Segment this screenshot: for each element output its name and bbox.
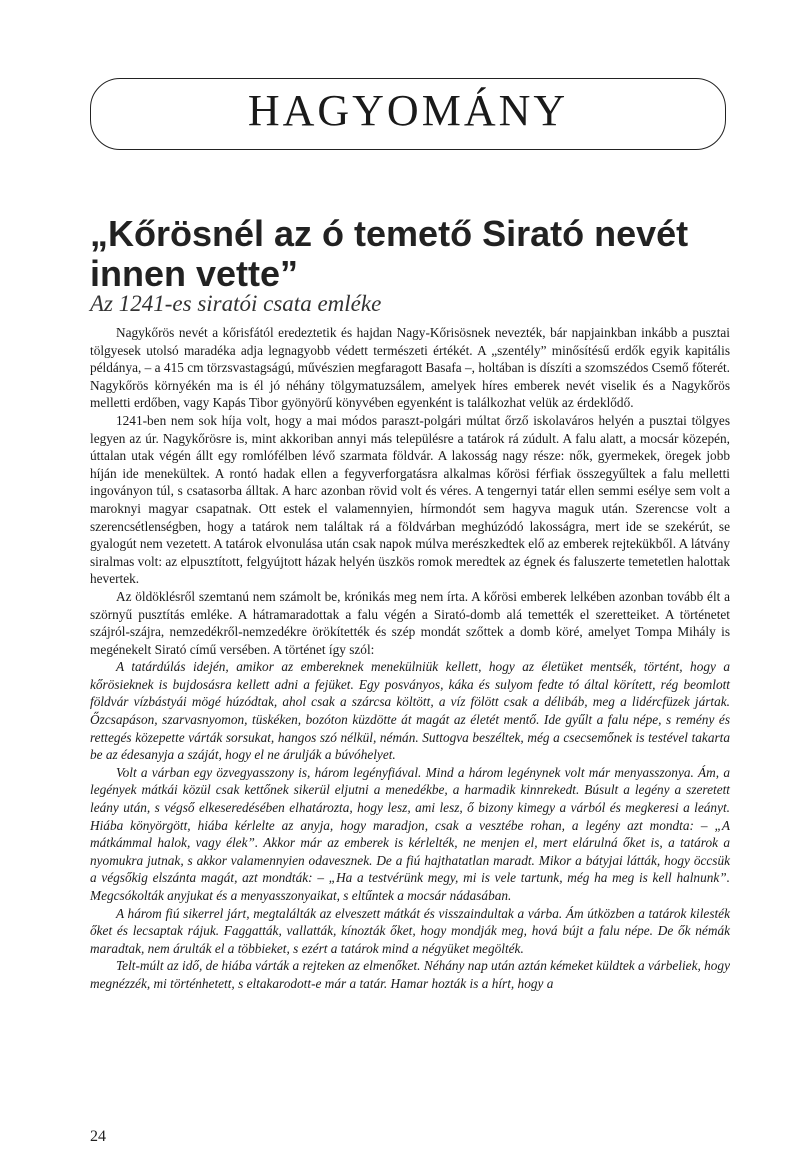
body-paragraph-2: 1241-ben nem sok híja volt, hogy a mai módos paraszt-polgári múltat őrző iskolaváros helyén a pusztai tölgyes legyen az úr. Nagykőrösre is, mint akkoriban annyi más településre a tatárok rá zúdult. A falu alatt, a mocsár közepén, úttalan utak végén állt egy romlófélben lévő szarmata földvár. A lakosság nagy része: nők, gyermekek, öregek jobb híján ide menekültek. A rontó hadak ellen a fegyverforgatásra alkalmas kőrösi férfiak összegyűltek a falu melletti ingoványon túl, s csatasorba álltak. A harc azonban rövid volt és véres. A tengernyi tatár ellen semmi esélye sem volt a maroknyi magyar csapatnak. Ott estek el valamennyien, hírmondót sem hagyva maguk után. Szerencse volt a szerencsétlenségben, hogy a tatárok nem találtak rá a földvárban meghúzódó lakosságra, mert ide se szekérút, se gyalogút nem vezetett. A tatárok elvonulása után csak napok múlva merészkedtek elő az emberek rejtekükből. A látvány siralmas volt: az elpusztított, felgyújtott házak helyén üszkös romok meredtek az égnek és faluszerte temetetlen halottak hevertek. [90,412,730,587]
legend-paragraph-2: Volt a várban egy özvegyasszony is, három legényfiával. Mind a három legénynek volt már menyasszonya. Ám, a legények mátkái közül csak kettőnek sikerül eljutni a menedékbe, a harmadik kinnrekedt. Búsult a legény a szeretett leány után, s végső elkeseredésében elhatározta, hogy lesz, ami lesz, ő bizony kimegy a várból és megkeresi a leányt. Hiába könyörgött, hiába kérlelte az anyja, hogy maradjon, csak a vesztébe rohan, a legény azt mondta: – „A mátkámmal halok, vagy élek”. Akkor már az emberek is kérlelték, ne menjen el, mert elárulná őket is, a tatárok a nyomukra jutnak, s akkor valamennyien odavesznek. De a fiú hajthatatlan maradt. Mikor a bátyjai látták, hogy öccsük a végsőkig elszánta magát, azt mondták: – „Ha a testvérünk megy, mi is vele tartunk, még ha meg is kell halnunk”. Megcsókolták anyjukat és a menyasszonyaikat, s eltűntek a mocsár nádasában. [90,764,730,903]
article-body [90,324,730,993]
body-paragraph-3: Az öldöklésről szemtanú nem számolt be, krónikás meg nem írta. A kőrösi emberek lelkében azonban tovább élt a szörnyű pusztítás emléke. A hátramaradottak a falu végén a Sirató-domb alá temették el szeretteiket. A történetet szájról-szájra, nemzedékről-nemzedékre örökítették és szép mondát szőttek a domb köré, amelyet Tompa Mihály is megénekelt Sirató című versében. A történet így szól: [90,588,730,657]
legend-paragraph-4: Telt-múlt az idő, de hiába várták a rejteken az elmenőket. Néhány nap után aztán kémeket küldtek a várbeliek, hogy megnézzék, mi történhetett, s eltakarodott-e már a tatár. Hamar hozták is a hírt, hogy a [90,958,730,991]
body-paragraph-1: Nagykőrös nevét a kőrisfától eredeztetik és hajdan Nagy-Kőrisösnek nevezték, bár napjainkban inkább a pusztai tölgyesek utolsó maradéka adja legnagyobb védett természeti értékét. A „szentély” minősítésű erdők egyik kapitális példánya, – a 415 cm törzsvastagságú, művészien megfaragott Basafa –, holtában is díszíti a szomszédos Csemő főterét. Nagykőrös környékén ma is él jó néhány tölgymatuzsálem, amelyek híres emberek nevét viselik és a Nagykőrös melletti erdőben, vagy Kapás Tibor gyönyörű könyvében egyenként is találkozhat velük az érdeklődő. [90,325,730,411]
legend-paragraph-1: A tatárdúlás idején, amikor az embereknek menekülniük kellett, hogy az életüket mentsék, történt, hogy a kőrösieknek is bujdosásra kellett adni a fejüket. Egy posványos, káka és sulyom fedte tó által körített, rég beomlott földvár vízbástyái mögé húzódtak, ahol csak a szárcsa költött, a víz fölött csak a délibáb, meg a lidércfüzek jártak. Őzcsapáson, szarvasnyomon, tüskéken, bozóton küzdötte át magát az életét mentő. Ide gyűlt a falu népe, s remény és rettegés közepette várták sorsukat, hangos szó nélkül, némán. Suttogva beszéltek, még a csecsemőnek is testével takarta be az édesanyja a száját, hogy el ne árulják a búvóhelyet. [90,659,730,763]
section-header-title: HAGYOMÁNY [247,86,569,135]
legend-paragraph-3: A három fiú sikerrel járt, megtalálták az elveszett mátkát és visszaindultak a várba. Ám útközben a tatárok kilesték őket és lecsaptak rájuk. Faggatták, vallatták, kínozták őket, hogy mondják meg, hová bújt a falu népe. De ők némák maradtak, nem árulták el a többieket, s ezért a tatárok mind a négyüket megölték. [90,905,730,956]
page-number: 24 [90,1128,106,1145]
article-subtitle: Az 1241-es siratói csata emléke [90,291,382,316]
article-title: „Kőrösnél az ó temető Sirató nevét innen vette” [90,213,689,294]
